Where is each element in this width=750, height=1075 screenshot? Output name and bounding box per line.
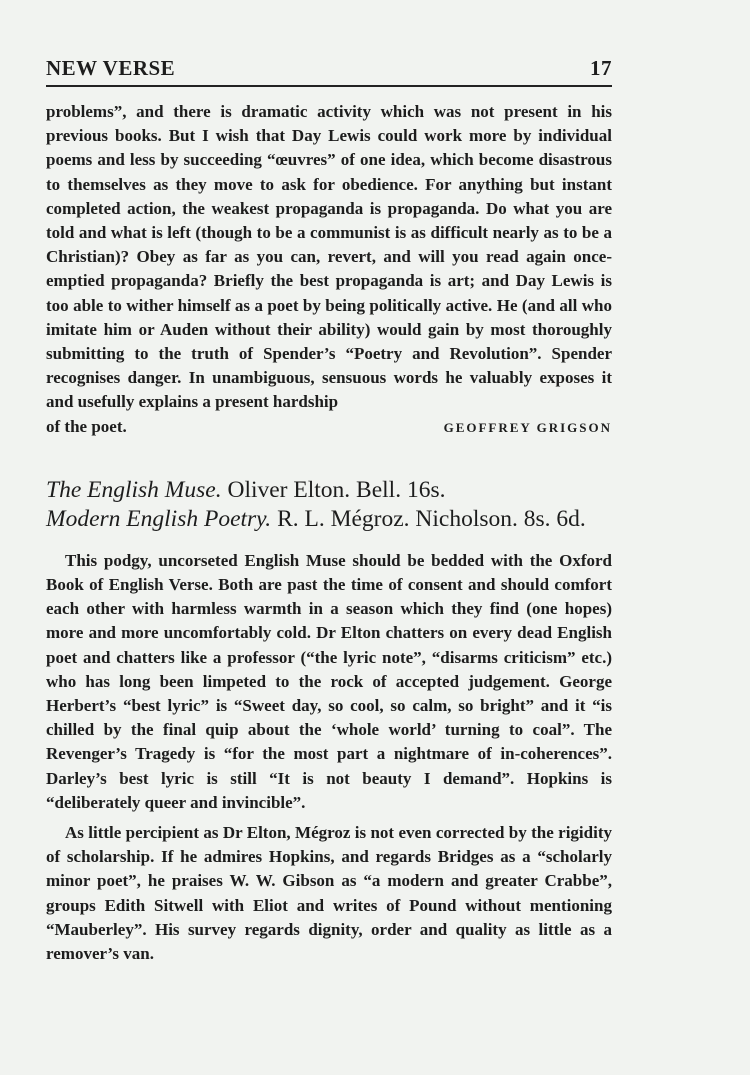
- signature-line: [46, 415, 612, 440]
- reviewed-books: [46, 476, 612, 534]
- continued-paragraph: problems”, and there is dramatic activity which was not present in his previous books. But I wish that Day Lewis could work more by individual poems and less by succeeding “œuvres” of one idea, which become disastrous to themselves as they move to ask for obedience. For anything but instant completed action, the weakest propaganda is propaganda. Do what you are told and what is left (though to be a communist is as difficult nearly as to be a Christian)? Obey as far as you can, revert, and will you read again once-emptied propaganda? Briefly the best propaganda is art; and Day Lewis is too able to wither himself as a poet by being politically active. He (and all who imitate him or Auden without their ability) would gain by most thoroughly submitting to the truth of Spender’s “Poetry and Revolution”. Spender recognises danger. In unambiguous, sensuous words he valuably exposes it and usefully explains a present hardship: [46, 102, 612, 412]
- continued-review: [46, 100, 612, 440]
- continued-paragraph-end: of the poet.: [46, 416, 127, 436]
- page-number: 17: [590, 56, 612, 80]
- book-entry: [46, 476, 612, 505]
- book-details: Oliver Elton. Bell. 16s.: [227, 476, 446, 503]
- book-title: Modern English Poetry.: [46, 505, 272, 532]
- running-header: [46, 56, 612, 87]
- page-content: [46, 56, 612, 966]
- journal-title: NEW VERSE: [46, 56, 176, 80]
- review-body: [46, 549, 612, 966]
- book-title: The English Muse.: [46, 476, 222, 503]
- reviewer-signature: GEOFFREY GRIGSON: [443, 419, 612, 435]
- book-entry: [46, 505, 612, 534]
- review-paragraph: As little percipient as Dr Elton, Mégroz is not even corrected by the rigidity of scholarship. If he admires Hopkins, and regards Bridges as a “scholarly minor poet”, he praises W. W. Gibson as “a modern and greater Crabbe”, groups Edith Sitwell with Eliot and writes of Pound without mentioning “Mauberley”. His survey regards dignity, order and quality as little as a remover’s van.: [46, 823, 612, 964]
- book-details: R. L. Mégroz. Nicholson. 8s. 6d.: [277, 505, 586, 532]
- review-paragraph: This podgy, uncorseted English Muse should be bedded with the Oxford Book of English Verse. Both are past the time of consent and should comfort each other with harmless warmth in a season which they find (one hopes) more and more uncomfortably cold. Dr Elton chatters on every dead English poet and chatters like a professor (“the lyric note”, “disarms criticism” etc.) who has long been limpeted to the rock of accepted judgement. George Herbert’s “best lyric” is “Sweet day, so cool, so calm, so bright” and it “is chilled by the final quip about the ‘whole world’ turning to coal”. The Revenger’s Tragedy is “for the most part a nightmare of in-coherences”. Darley’s best lyric is still “It is not beauty I demand”. Hopkins is “deliberately queer and invincible”.: [46, 550, 612, 812]
